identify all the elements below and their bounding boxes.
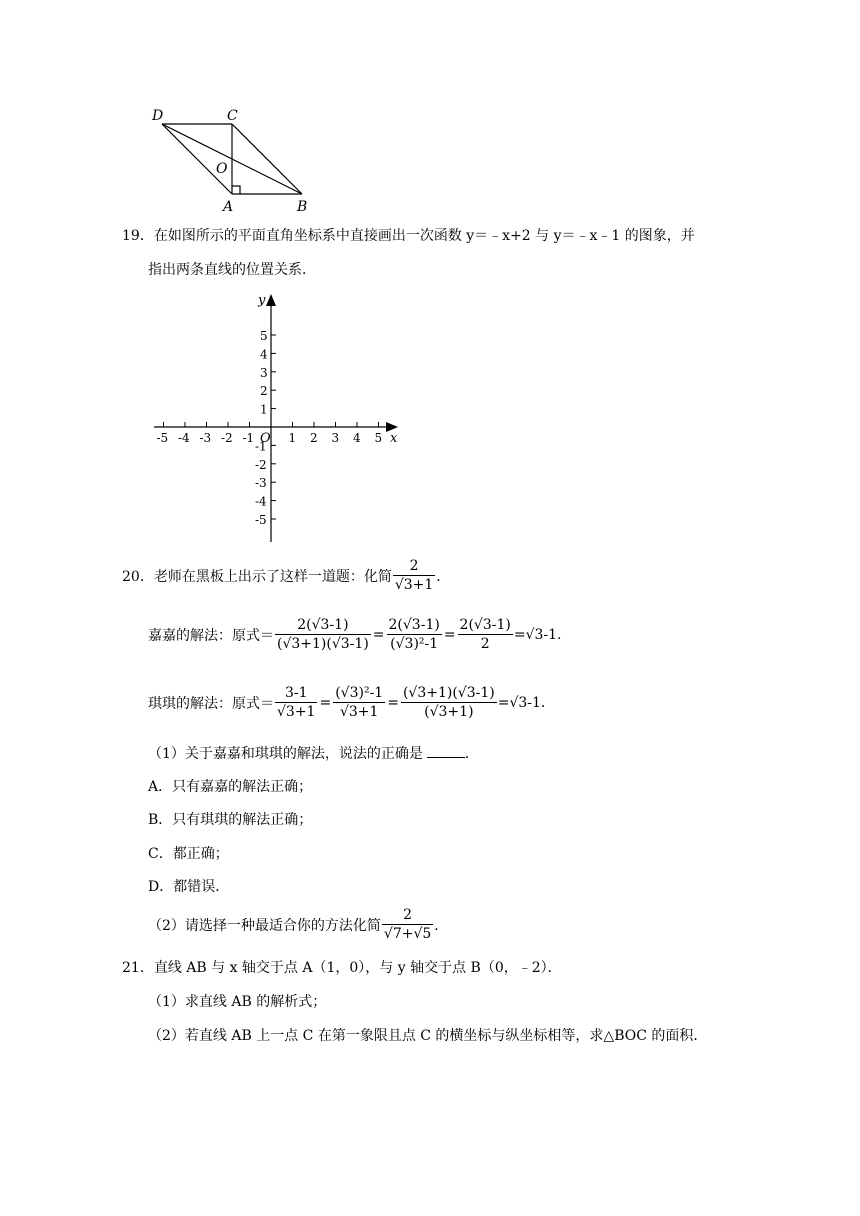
q20-intro-numerator: 2 — [393, 557, 435, 576]
q21-sub1: （1）求直线 AB 的解析式； — [148, 994, 327, 1010]
origin-label: O — [260, 431, 271, 446]
x-tick-label: 4 — [353, 431, 361, 445]
q20-intro — [122, 557, 450, 594]
jia-f2-num: 2(√3-1) — [388, 617, 440, 633]
right-angle-mark — [232, 186, 240, 194]
q20-intro-fraction — [393, 557, 435, 594]
x-tick-label: -4 — [178, 431, 190, 445]
q19-line2: 指出两条直线的位置关系． — [148, 262, 316, 278]
q20-sub2-end: ． — [434, 917, 449, 934]
q21-sub2: （2）若直线 AB 上一点 C 在第一象限且点 C 的横坐标与纵坐标相等，求△BOC 的面积． — [148, 1028, 708, 1044]
y-tick-label: 4 — [260, 347, 268, 362]
jia-f1-num: 2(√3-1) — [275, 616, 371, 635]
jia-result: =√3-1. — [513, 626, 562, 643]
qi-result: =√3-1. — [497, 694, 546, 711]
qi-f2-den: √3+1 — [339, 704, 379, 720]
x-tick-label: -5 — [156, 431, 169, 445]
qi-fraction-1 — [275, 684, 317, 721]
jia-label: 嘉嘉的解法：原式＝ — [148, 627, 274, 644]
y-tick-label: -3 — [255, 476, 267, 491]
x-tick-label: 2 — [310, 431, 318, 445]
q20-sub2-den: √7+√5 — [383, 926, 432, 942]
label-d: D — [152, 108, 164, 124]
label-a: A — [223, 199, 234, 214]
qi-f3-num: (√3+1)(√3-1) — [402, 685, 495, 701]
qi-f2-num: (√3)²-1 — [335, 685, 384, 701]
jia-f3-den: 2 — [480, 636, 490, 652]
y-axis-label: y — [258, 293, 266, 308]
y-tick-label: -1 — [255, 439, 267, 454]
jia-fraction-2 — [387, 616, 442, 653]
jia-f1-den: (√3+1)(√3-1) — [277, 636, 369, 652]
x-tick-label: -3 — [199, 431, 212, 445]
jia-fraction-3 — [458, 616, 513, 653]
y-tick-label: -2 — [255, 457, 267, 472]
q20-qi-solution: 琪琪的解法：原式＝ $\frac{3-1}{√3+1}$ = $\frac{\text{(√3)²-1}}{√3+1}$ = $\frac{(√3+1)(√3-1)}{(√3+1)}$ =√3-1. — [148, 685, 546, 720]
q20-sub2-fraction — [382, 906, 433, 943]
jia-f2-den: (√3)²-1 — [390, 636, 439, 652]
segment-cb — [232, 124, 302, 194]
qi-label: 琪琪的解法：原式＝ — [148, 695, 274, 712]
q20-jia-solution: 嘉嘉的解法：原式＝ $\frac{2(√3-1)}{(√3+1)(√3-1)}$ = $\frac{2(√3-1)}{\text{(√3)²-1}}$ = $\frac{2(√3-1)}{2}$ =√3-1. — [148, 617, 562, 652]
option-a: A．只有嘉嘉的解法正确； — [148, 779, 313, 795]
q20-sub1 — [148, 744, 479, 764]
x-tick-label: -1 — [242, 431, 255, 445]
label-c: C — [227, 108, 238, 124]
option-d: D．都错误． — [148, 879, 230, 895]
option-c: C．都正确； — [148, 846, 229, 862]
qi-fraction-2 — [333, 684, 385, 721]
q20-sub2-num: 2 — [382, 906, 433, 925]
qi-f1-den: √3+1 — [277, 704, 316, 720]
q20-sub1-text: （1）关于嘉嘉和琪琪的解法，说法的正确是 — [148, 746, 423, 762]
q20-sub2-text: （2）请选择一种最适合你的方法化简 — [148, 917, 381, 934]
segment-da — [162, 124, 232, 194]
q20-intro-text: 20．老师在黑板上出示了这样一道题：化简 — [122, 568, 392, 585]
parallelogram-figure — [148, 104, 318, 214]
answer-blank[interactable] — [427, 745, 465, 758]
x-axis-label: x — [390, 431, 398, 446]
q20-sub1-end: ． — [464, 746, 479, 762]
jia-fraction-1 — [275, 616, 371, 653]
qi-f1-num: 3-1 — [275, 684, 317, 703]
q21-line1: 21．直线 AB 与 x 轴交于点 A（1，0），与 y 轴交于点 B（0，﹣2）． — [122, 960, 562, 976]
y-tick-label: 5 — [260, 329, 268, 343]
q20-intro-denominator: √3+1 — [394, 577, 434, 593]
option-b: B．只有琪琪的解法正确； — [148, 812, 313, 828]
qi-fraction-3 — [401, 684, 497, 721]
label-b: B — [297, 199, 308, 214]
y-tick-label: -5 — [255, 513, 267, 527]
q19-line1: 19．在如图所示的平面直角坐标系中直接画出一次函数 y＝﹣x+2 与 y＝﹣x﹣1 的图象，并 — [122, 228, 695, 244]
label-o: O — [216, 161, 228, 177]
x-tick-label: -2 — [221, 431, 233, 445]
coordinate-grid — [148, 292, 408, 550]
jia-f3-num: 2(√3-1) — [459, 617, 511, 633]
y-tick-label: -4 — [255, 494, 267, 509]
x-tick-label: 3 — [331, 431, 340, 445]
x-tick-label: 1 — [288, 431, 297, 445]
y-tick-label: 2 — [260, 384, 268, 399]
qi-f3-den: (√3+1) — [424, 704, 474, 720]
x-tick-label: 5 — [374, 431, 383, 445]
y-tick-label: 3 — [260, 365, 268, 380]
q20-sub2 — [148, 906, 448, 943]
q20-intro-end: ． — [436, 568, 451, 585]
y-tick-label: 1 — [260, 402, 268, 417]
y-axis-arrow — [266, 294, 276, 306]
